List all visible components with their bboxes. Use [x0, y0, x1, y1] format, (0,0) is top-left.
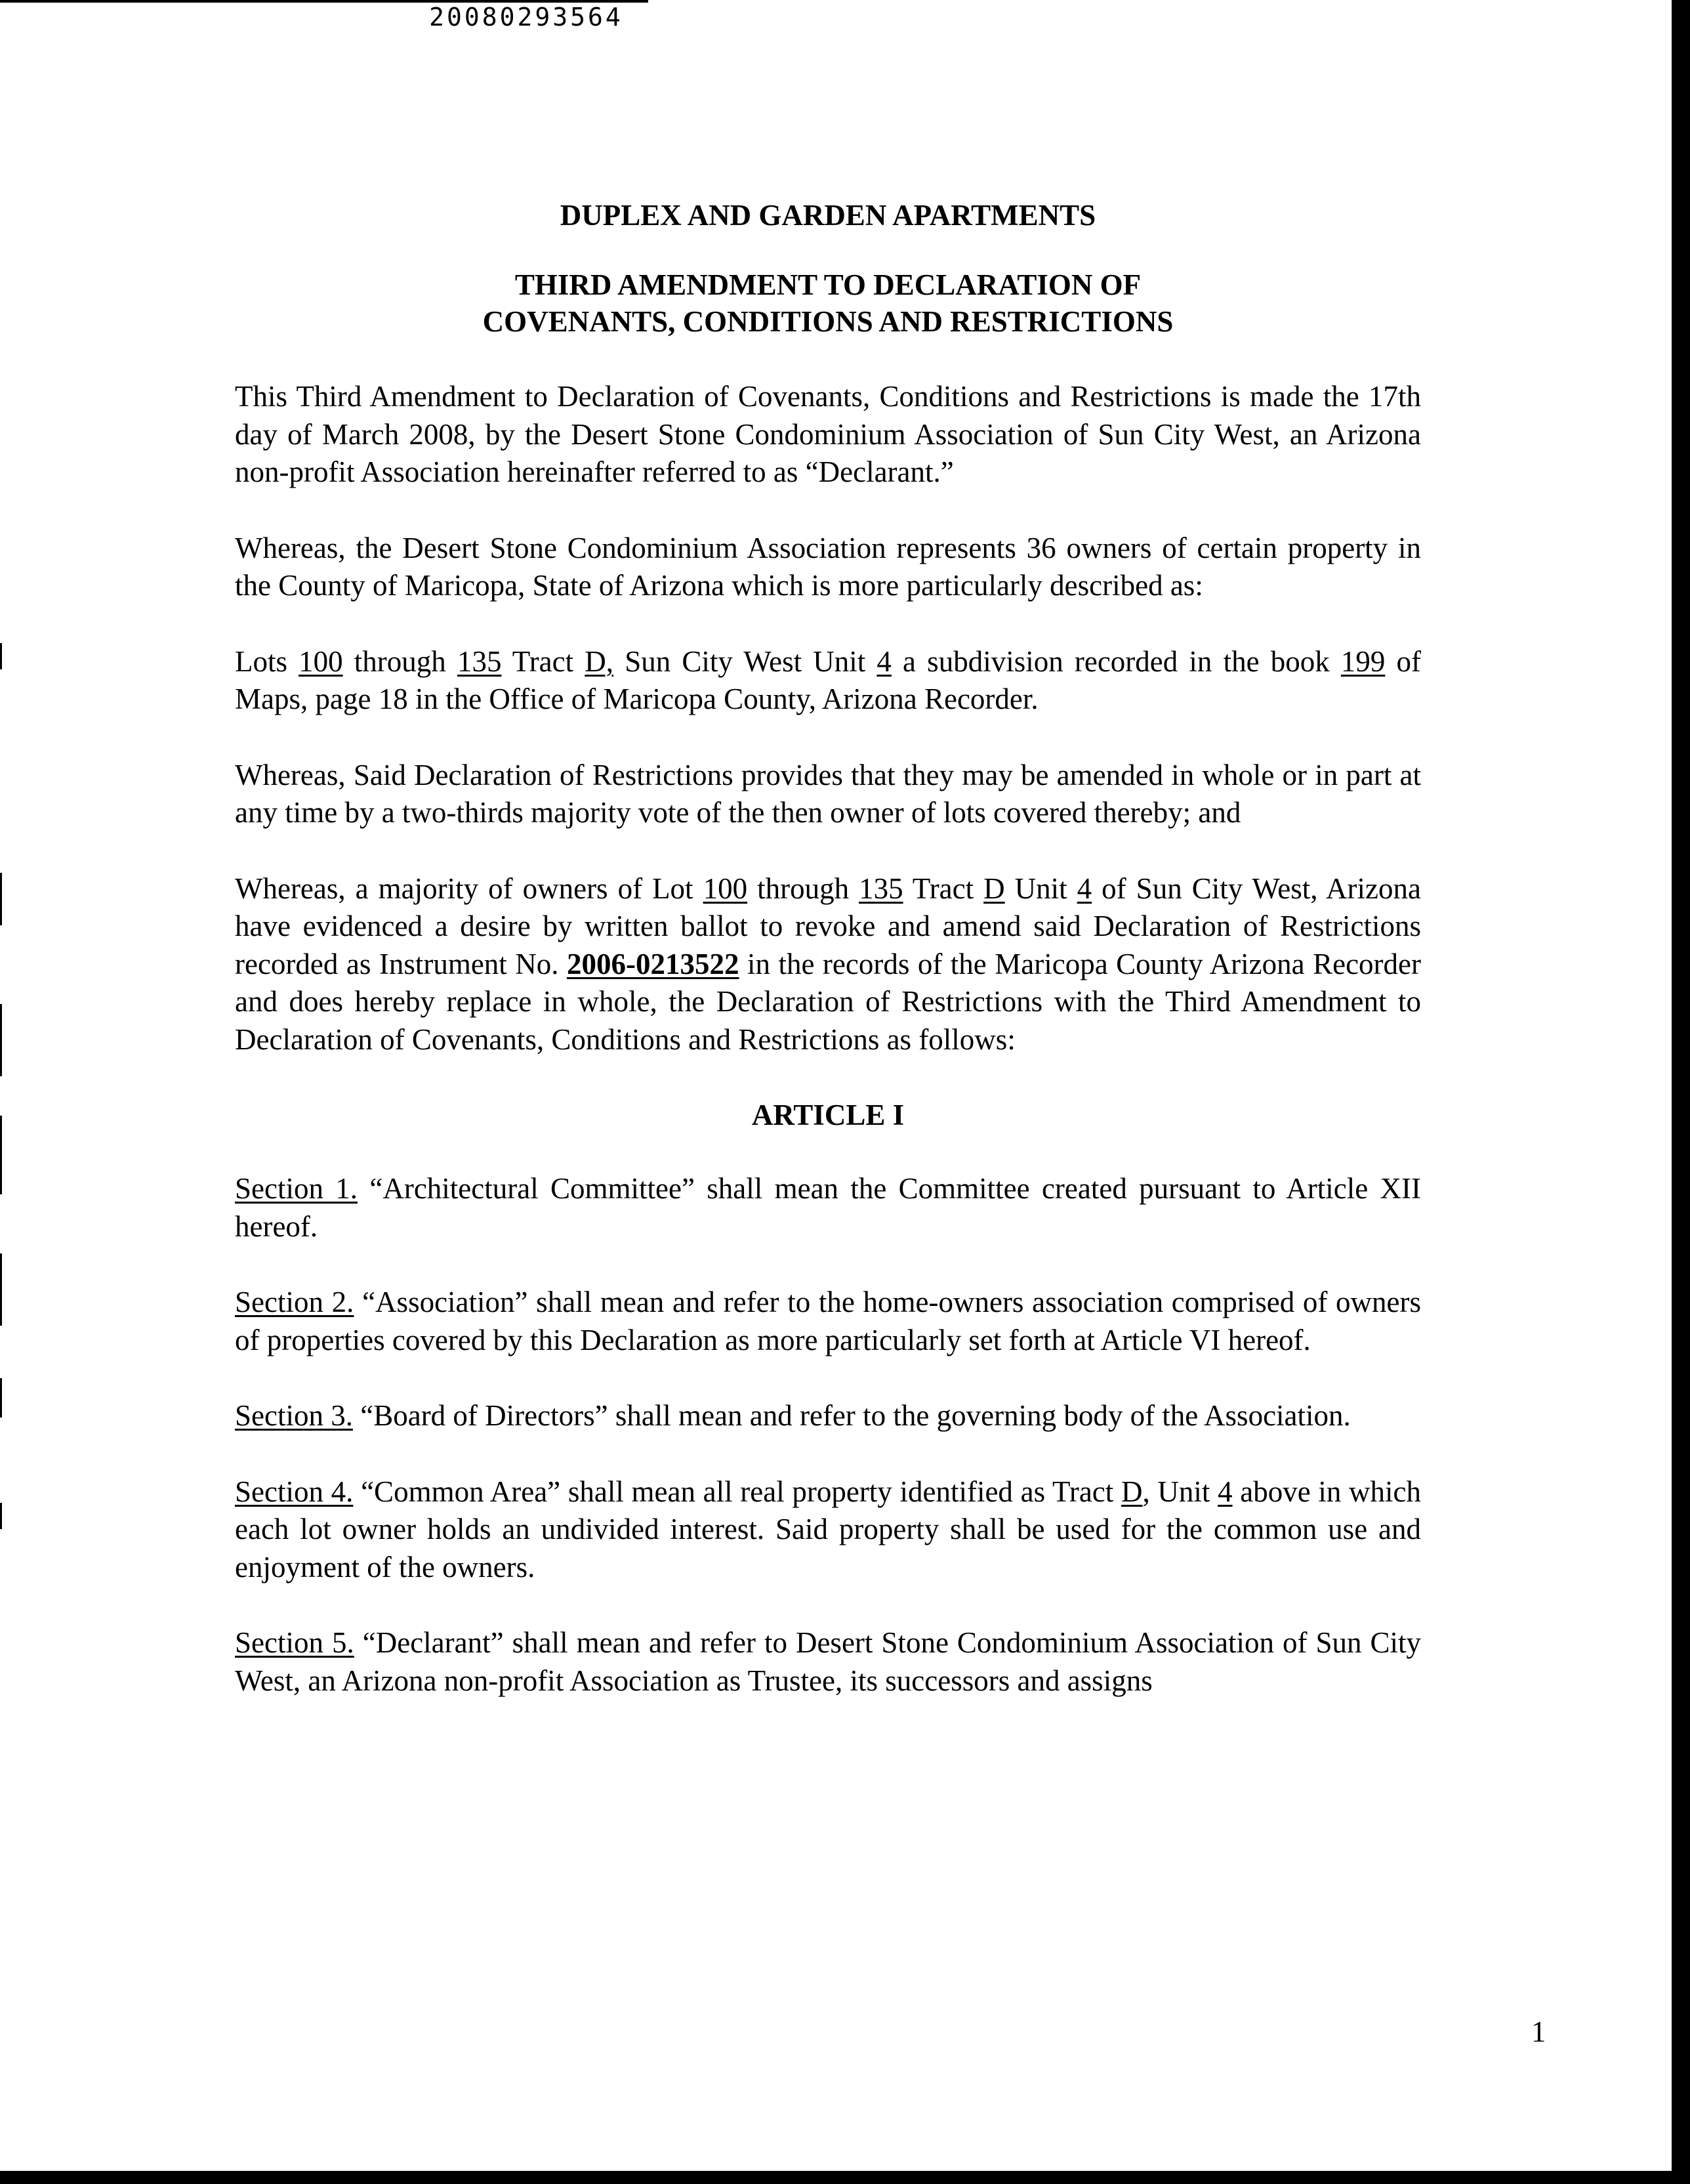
unit: 4 [876, 644, 892, 678]
scan-mark-left [0, 1503, 2, 1529]
whereas-paragraph-3: Whereas, a majority of owners of Lot 100 through 135 Tract D Unit 4 of Sun City West, Arizona have evidenced a desire by written ballot to revoke and amend said Declaration of Restrictions recorded as Instrument No. 2006-0213522 in the records of the Maricopa County Arizona Recorder and does hereby replace in whole, the Declaration of Restrictions with the Third Amendment to Declaration of Covenants, Conditions and Restrictions as follows: [235, 872, 1421, 1056]
tract: D [983, 872, 1005, 905]
document-subtitle-line1: THIRD AMENDMENT TO DECLARATION OF [514, 268, 1142, 301]
tract: D [1121, 1475, 1143, 1508]
unit: 4 [1077, 872, 1092, 905]
book: 199 [1340, 644, 1386, 678]
scan-mark-left [0, 1253, 2, 1326]
scan-edge-right [1672, 0, 1690, 2184]
scan-mark-left [0, 1378, 2, 1418]
document-body [235, 197, 1421, 1738]
scan-mark-left [0, 1116, 2, 1194]
scan-edge-bottom [0, 2171, 1690, 2184]
section-label: Section 3. [235, 1399, 353, 1432]
unit: 4 [1218, 1475, 1233, 1508]
section-4: Section 4. “Common Area” shall mean all real property identified as Tract D, Unit 4 above in which each lot owner holds an undivided interest. Said property shall be used for the common use and enjoyment of the owners. [235, 1475, 1421, 1584]
intro-paragraph: This Third Amendment to Declaration of Covenants, Conditions and Restrictions is made the 17th day of March 2008, by the Desert Stone Condominium Association of Sun City West, an Arizona non-profit Association hereinafter referred to as “Declarant.” [235, 380, 1421, 488]
section-1: Section 1. “Architectural Committee” shall mean the Committee created pursuant to Article XII hereof. [235, 1172, 1421, 1243]
whereas-paragraph-1: Whereas, the Desert Stone Condominium Association represents 36 owners of certain property in the County of Maricopa, State of Arizona which is more particularly described as: [235, 531, 1421, 602]
instrument-number: 2006-0213522 [567, 947, 739, 980]
scan-mark-left [0, 873, 2, 925]
section-label: Section 4. [235, 1475, 354, 1508]
section-5: Section 5. “Declarant” shall mean and refer to Desert Stone Condominium Association of Sun City West, an Arizona non-profit Association as Trustee, its successors and assigns [235, 1626, 1422, 1697]
document-title: DUPLEX AND GARDEN APARTMENTS [560, 199, 1096, 232]
article-heading: ARTICLE I [751, 1099, 905, 1131]
lot-start: 100 [299, 644, 343, 678]
scan-mark-left [0, 1004, 2, 1076]
section-2: Section 2. “Association” shall mean and refer to the home-owners association comprised of owners of properties covered by this Declaration as more particularly set forth at Article VI hereof. [235, 1286, 1421, 1356]
section-label: Section 1. [235, 1172, 358, 1205]
page-number: 1 [1531, 2015, 1546, 2048]
document-subtitle-line2: COVENANTS, CONDITIONS AND RESTRICTIONS [482, 305, 1174, 338]
tract: D, [585, 644, 614, 678]
document-number: 20080293564 [429, 3, 623, 32]
lot-end: 135 [457, 644, 502, 678]
section-3: Section 3. “Board of Directors” shall mean and refer to the governing body of the Association. [235, 1399, 1351, 1432]
section-label: Section 5. [235, 1626, 354, 1659]
lot-start: 100 [703, 872, 748, 905]
whereas-paragraph-2: Whereas, Said Declaration of Restrictions provides that they may be amended in whole or in part at any time by a two-thirds majority vote of the then owner of lots covered thereby; and [235, 758, 1421, 829]
section-label: Section 2. [235, 1286, 354, 1318]
lots-paragraph: Lots 100 through 135 Tract D, Sun City West Unit 4 a subdivision recorded in the book 199 of Maps, page 18 in the Office of Maricopa County, Arizona Recorder. [235, 644, 1421, 715]
scan-mark-left [0, 643, 2, 669]
lot-end: 135 [859, 872, 903, 905]
